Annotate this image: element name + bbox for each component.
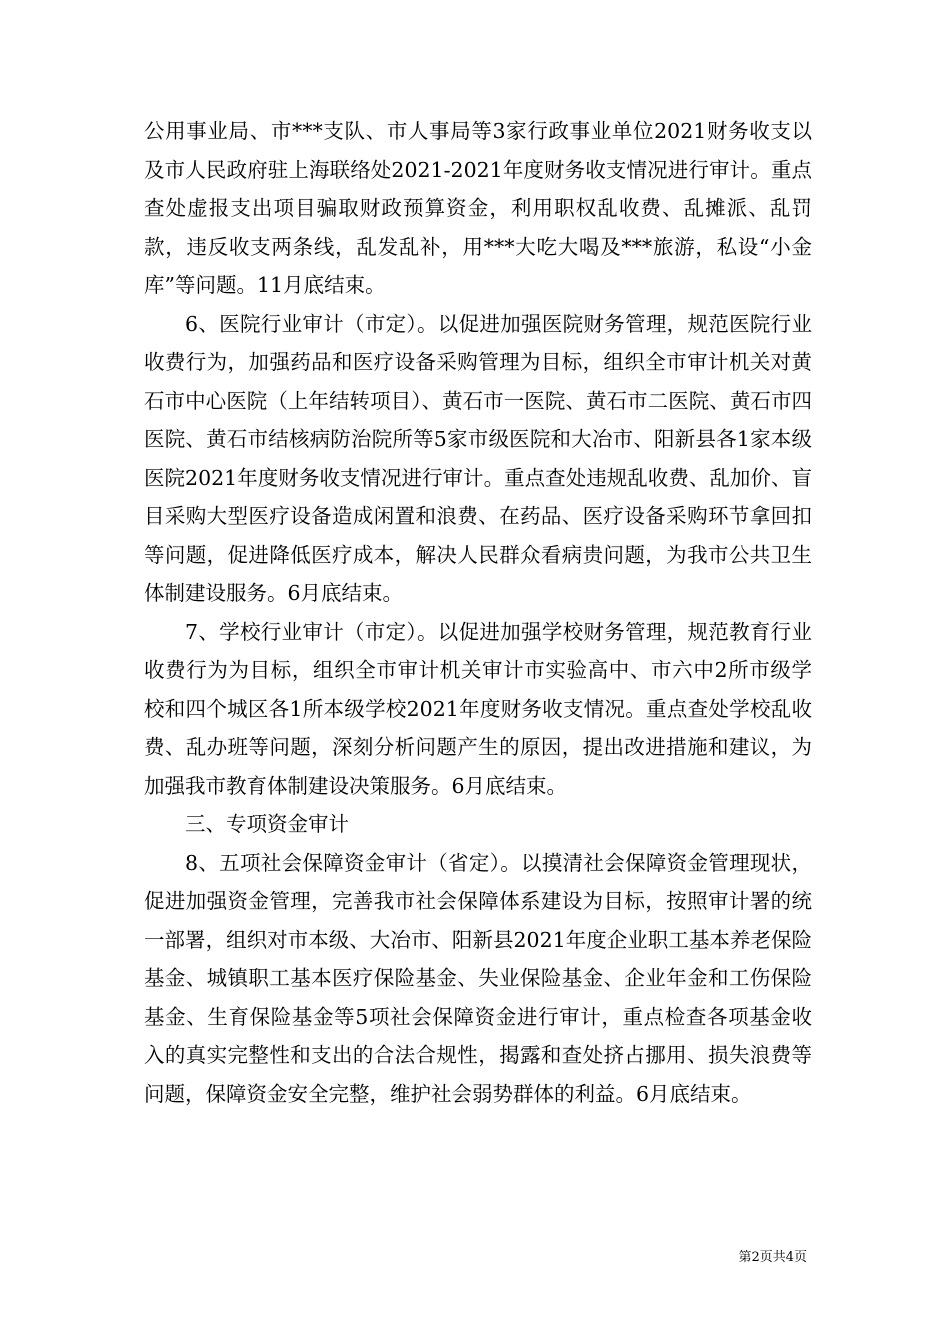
page-number: 第2页共4页 — [738, 1250, 807, 1265]
document-body — [144, 112, 812, 1113]
section-heading-special-funds: 三、专项资金审计 — [185, 812, 349, 836]
paragraph-social-security-audit: 8、五项社会保障资金审计（省定）。以摸清社会保障资金管理现状，促进加强资金管理，完善我市社会保障体系建设为目标，按照审计署的统一部署，组织对市本级、大冶市、阳新县2021年度企业职工基本养老保险基金、城镇职工基本医疗保险基金、失业保险基金、企业年金和工伤保险基金、生育保险基金等5项社会保障资金进行审计，重点检查各项基金收入的真实完整性和支出的合法合规性，揭露和查处挤占挪用、损失浪费等问题，保障资金安全完整，维护社会弱势群体的利益。6月底结束。 — [144, 850, 812, 1106]
paragraph-hospital-audit: 6、医院行业审计（市定）。以促进加强医院财务管理，规范医院行业收费行为，加强药品和医疗设备采购管理为目标，组织全市审计机关对黄石市中心医院（上年结转项目）、黄石市一医院、黄石市二医院、黄石市四医院、黄石市结核病防治院所等5家市级医院和大冶市、阳新县各1家本级医院2021年度财务收支情况进行审计。重点查处违规乱收费、乱加价、盲目采购大型医疗设备造成闲置和浪费、在药品、医疗设备采购环节拿回扣等问题，促进降低医疗成本，解决人民群众看病贵问题，为我市公共卫生体制建设服务。6月底结束。 — [144, 311, 812, 605]
paragraph-continued-audit: 公用事业局、市***支队、市人事局等3家行政事业单位2021财务收支以及市人民政府驻上海联络处2021-2021年度财务收支情况进行审计。重点查处虚报支出项目骗取财政预算资金，利用职权乱收费、乱摊派、乱罚款，违反收支两条线，乱发乱补，用***大吃大喝及***旅游，私设“小金库”等问题。11月底结束。 — [144, 119, 812, 297]
paragraph-school-audit: 7、学校行业审计（市定）。以促进加强学校财务管理，规范教育行业收费行为为目标，组织全市审计机关审计市实验高中、市六中2所市级学校和四个城区各1所本级学校2021年度财务收支情况。重点查处学校乱收费、乱办班等问题，深刻分析问题产生的原因，提出改进措施和建议，为加强我市教育体制建设决策服务。6月底结束。 — [144, 619, 812, 798]
